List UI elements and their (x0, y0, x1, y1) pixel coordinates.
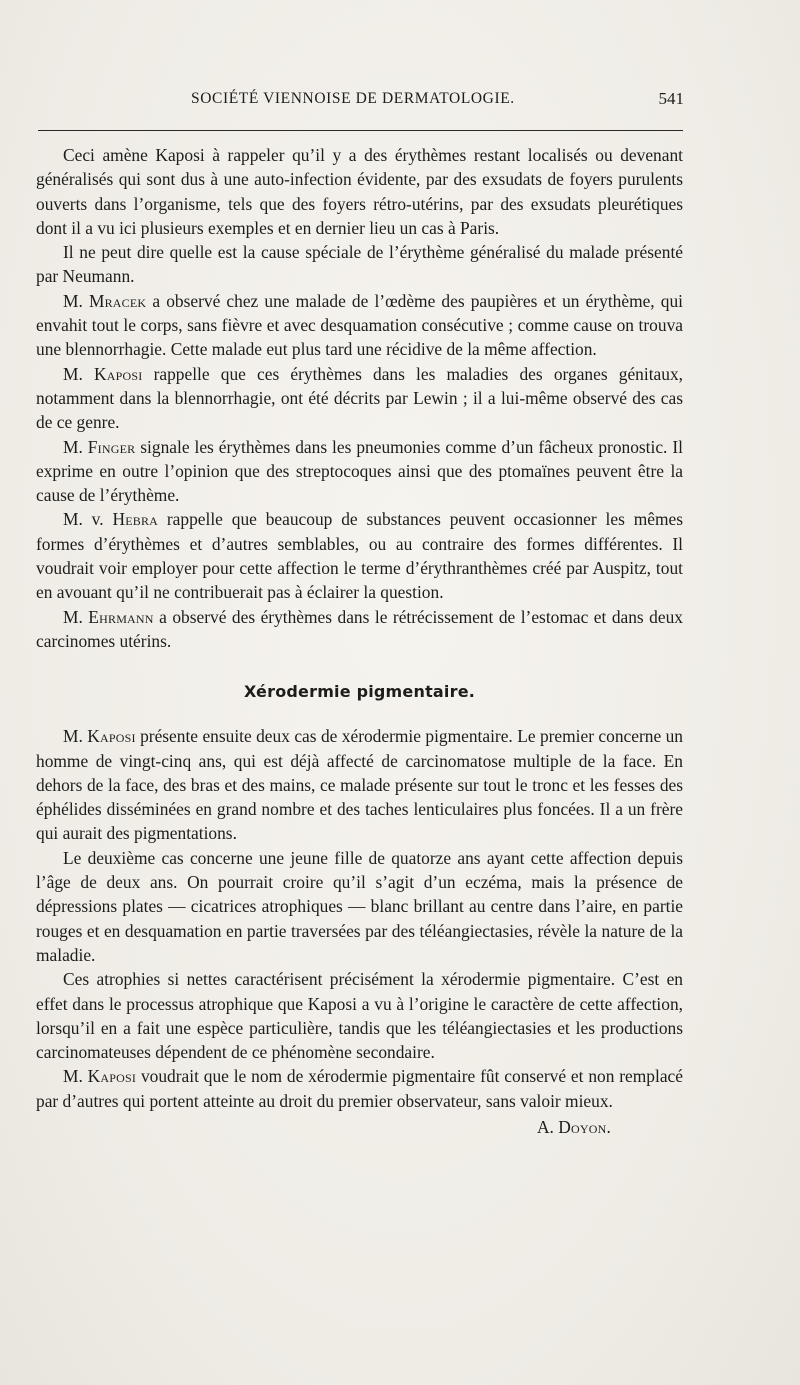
header-rule (38, 130, 683, 131)
page-number: 541 (658, 89, 684, 108)
speaker-name: Kaposi (87, 1066, 137, 1087)
paragraph: M. v. Hebra rappelle que beaucoup de substances peuvent occasionner les mêmes formes d’érythèmes et d’autres semblables, ou au contraire des formes différentes. Il voudrait voir employer pour cette affection le terme d’érythranthèmes créé par Auspitz, tout en avouant qu’il ne contribuerait pas à éclairer la question. (36, 509, 683, 603)
signature: A. Doyon. (536, 1116, 611, 1137)
running-title: SOCIÉTÉ VIENNOISE DE DERMATOLOGIE. (191, 90, 515, 107)
article-body (36, 143, 683, 1139)
paragraph: M. Kaposi rappelle que ces érythèmes dans les maladies des organes génitaux, notamment dans la blennorrhagie, ont été décrits par Lewin ; il a lui-même observé des cas de ce genre. (36, 363, 683, 433)
paragraph: M. Mracek a observé chez une malade de l’œdème des paupières et un érythème, qui envahit tout le corps, sans fièvre et avec desquamation consécutive ; comme cause on trouva une blennorrhagie. Cette malade eut plus tard une récidive de la même affection. (36, 290, 683, 360)
paragraph: M. Finger signale les érythèmes dans les pneumonies comme d’un fâcheux pronostic. Il exprime en outre l’opinion que des streptocoques ainsi que des ptomaïnes peuvent être la cause de l’érythème. (36, 436, 683, 506)
paragraph: M. Kaposi voudrait que le nom de xérodermie pigmentaire fût conservé et non remplacé par d’autres qui portent atteinte au droit du premier observateur, sans valoir mieux. (36, 1066, 683, 1111)
speaker-name: Mracek (88, 290, 147, 311)
speaker-name: Kaposi (93, 363, 143, 384)
section-title: Xérodermie pigmentaire. (243, 682, 476, 702)
running-header (36, 88, 682, 112)
speaker-name: Hebra (112, 509, 159, 530)
speaker-name: Ehrmann (88, 606, 154, 627)
paragraph: M. Ehrmann a observé des érythèmes dans le rétrécissement de l’estomac et dans deux carcinomes utérins. (36, 606, 683, 651)
author-name: Doyon. (558, 1116, 611, 1137)
paragraph: Ces atrophies si nettes caractérisent précisément la xérodermie pigmentaire. C’est en effet dans le processus atrophique que Kaposi a vu à l’origine le caractère de cette affection, lorsqu’il en a fait une espèce particulière, tandis que les téléangiectasies et les productions carcinomateuses dépendent de ce phénomène secondaire. (36, 969, 683, 1063)
paragraph: Le deuxième cas concerne une jeune fille de quatorze ans ayant cette affection depuis l’âge de deux ans. On pourrait croire qu’il s’agit d’un eczéma, mais la présence de dépressions plates — cicatrices atrophiques — blanc brillant au centre dans l’aire, en partie rouges et en desquamation en partie traversées par des téléangiectasies, révèle la nature de la maladie. (36, 847, 683, 965)
paragraph: M. Kaposi présente ensuite deux cas de xérodermie pigmentaire. Le premier concerne un homme de vingt-cinq ans, qui est déjà affecté de carcinomatose multiple de la face. En dehors de la face, des bras et des mains, ce malade présente sur tout le tronc et les fesses des éphélides disséminées en grand nombre et des taches lenticulaires plus foncées. Il a un frère qui aurait des pigmentations. (36, 726, 683, 844)
speaker-name: Kaposi (87, 726, 136, 747)
speaker-name: Finger (87, 436, 136, 457)
paragraph: Ceci amène Kaposi à rappeler qu’il y a des érythèmes restant localisés ou devenant généralisés qui sont dus à une auto-infection évidente, par des exsudats de foyers purulents ouverts dans l’organisme, tels que des foyers rétro-utérins, par des exsudats pleurétiques dont il a vu ici plusieurs exemples et en dernier lieu un cas à Paris. (36, 145, 683, 238)
paragraph: Il ne peut dire quelle est la cause spéciale de l’érythème généralisé du malade présenté par Neumann. (36, 242, 683, 287)
